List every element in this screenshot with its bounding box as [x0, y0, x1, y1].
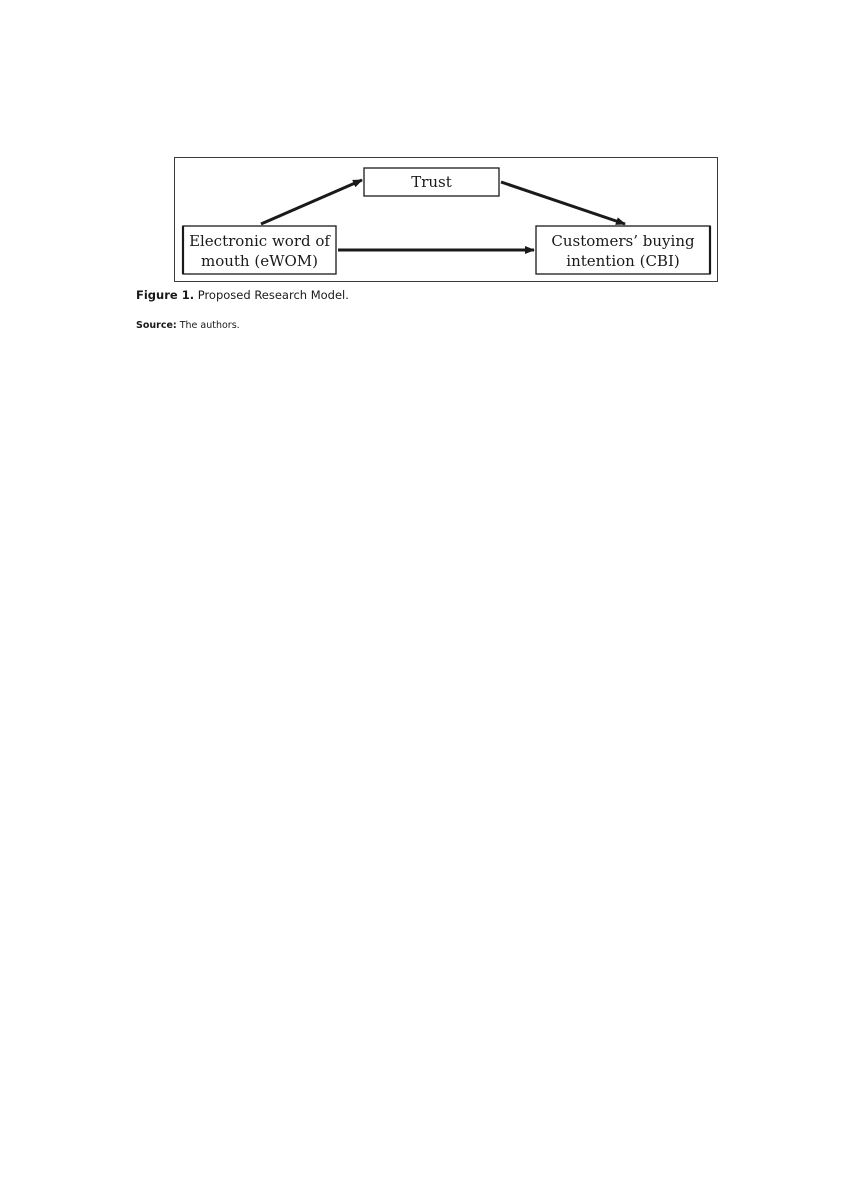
figure-source-label: Source:: [136, 320, 177, 331]
node-trust-label: Trust: [411, 173, 452, 191]
node-cbi-label-line1: Customers’ buying: [551, 232, 695, 250]
figure-frame: [174, 157, 718, 282]
figure-source: [136, 320, 240, 331]
figure-source-text: The authors.: [176, 320, 240, 331]
node-ewom-label-line1: Electronic word of: [189, 232, 330, 250]
node-cbi-label-line2: intention (CBI): [566, 252, 680, 270]
figure-caption: [136, 288, 349, 302]
node-ewom: [183, 226, 336, 274]
figure-caption-label: Figure 1.: [136, 288, 195, 302]
arrow-trust-to-cbi: [501, 182, 625, 224]
node-trust: [364, 168, 499, 196]
research-model-diagram: [175, 158, 717, 281]
figure-caption-text: Proposed Research Model.: [194, 288, 349, 302]
node-cbi: [536, 226, 710, 274]
arrow-ewom-to-trust: [261, 180, 362, 224]
node-ewom-label-line2: mouth (eWOM): [200, 252, 319, 270]
